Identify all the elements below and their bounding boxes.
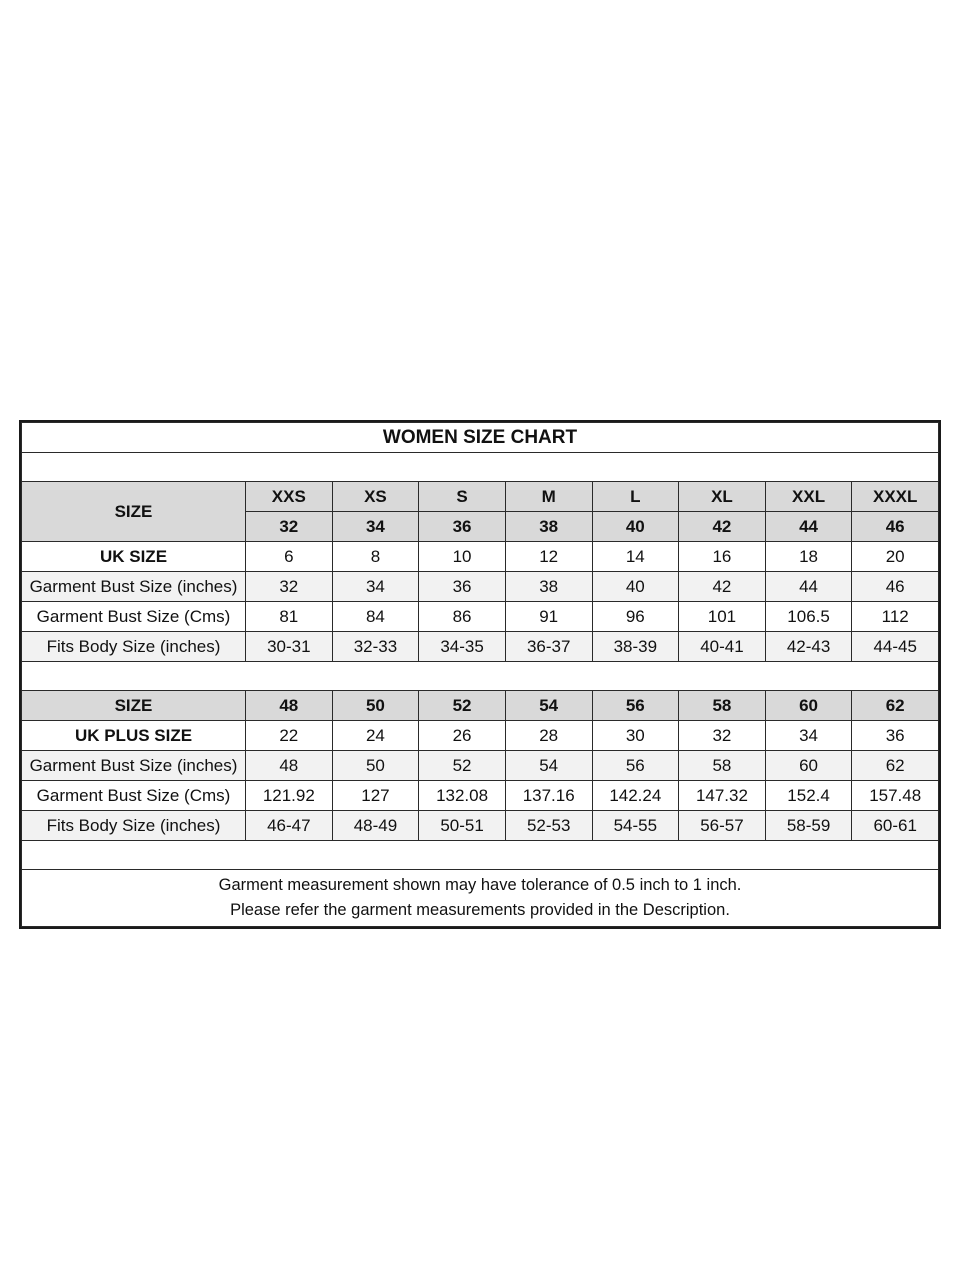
- table-row: [22, 572, 939, 602]
- row-label: UK PLUS SIZE: [22, 721, 246, 751]
- row-label: Garment Bust Size (Cms): [22, 602, 246, 632]
- numeric-size-cell: 46: [852, 512, 939, 542]
- table-cell: 34: [332, 572, 419, 602]
- row-label: UK SIZE: [22, 542, 246, 572]
- table-cell: 58: [679, 751, 766, 781]
- spacer-row: [22, 841, 939, 870]
- table-cell: 10: [419, 542, 506, 572]
- table-cell: 147.32: [679, 781, 766, 811]
- table-cell: 86: [419, 602, 506, 632]
- table-cell: 30: [592, 721, 679, 751]
- letter-size-cell: M: [505, 482, 592, 512]
- table-cell: 22: [246, 721, 333, 751]
- table-cell: 157.48: [852, 781, 939, 811]
- table-cell: 40-41: [679, 632, 766, 662]
- table-cell: 38-39: [592, 632, 679, 662]
- numeric-size-cell: 54: [505, 691, 592, 721]
- letter-size-cell: XL: [679, 482, 766, 512]
- table-cell: 46: [852, 572, 939, 602]
- row-label: Garment Bust Size (inches): [22, 751, 246, 781]
- letter-size-cell: XXL: [765, 482, 852, 512]
- table-cell: 14: [592, 542, 679, 572]
- table-cell: 58-59: [765, 811, 852, 841]
- table-cell: 50: [332, 751, 419, 781]
- numeric-size-cell: 48: [246, 691, 333, 721]
- table-cell: 48-49: [332, 811, 419, 841]
- table-cell: 91: [505, 602, 592, 632]
- table-cell: 84: [332, 602, 419, 632]
- table-cell: 137.16: [505, 781, 592, 811]
- numeric-size-cell: 52: [419, 691, 506, 721]
- table-cell: 60-61: [852, 811, 939, 841]
- numeric-size-cell: 62: [852, 691, 939, 721]
- table-cell: 101: [679, 602, 766, 632]
- table-cell: 142.24: [592, 781, 679, 811]
- table-cell: 32-33: [332, 632, 419, 662]
- table-cell: 54: [505, 751, 592, 781]
- table-cell: 32: [679, 721, 766, 751]
- numeric-size-cell: 40: [592, 512, 679, 542]
- table-cell: 20: [852, 542, 939, 572]
- numeric-size-cell: 38: [505, 512, 592, 542]
- table-cell: 42-43: [765, 632, 852, 662]
- table-cell: 16: [679, 542, 766, 572]
- row-label: Fits Body Size (inches): [22, 811, 246, 841]
- numeric-size-cell: 50: [332, 691, 419, 721]
- numeric-size-cell: 42: [679, 512, 766, 542]
- table-cell: 48: [246, 751, 333, 781]
- table-cell: 112: [852, 602, 939, 632]
- table-cell: 36-37: [505, 632, 592, 662]
- numeric-size-cell: 60: [765, 691, 852, 721]
- table-cell: 54-55: [592, 811, 679, 841]
- table-cell: 36: [852, 721, 939, 751]
- table-cell: 44-45: [852, 632, 939, 662]
- numeric-size-cell: 32: [246, 512, 333, 542]
- table-row: [22, 781, 939, 811]
- table-cell: 24: [332, 721, 419, 751]
- table-cell: 8: [332, 542, 419, 572]
- table-cell: 34-35: [419, 632, 506, 662]
- table-cell: 30-31: [246, 632, 333, 662]
- table-cell: 106.5: [765, 602, 852, 632]
- table-cell: 62: [852, 751, 939, 781]
- tolerance-note: Garment measurement shown may have tolerance of 0.5 inch to 1 inch.: [218, 876, 742, 894]
- table-cell: 56-57: [679, 811, 766, 841]
- table-cell: 121.92: [246, 781, 333, 811]
- table-cell: 132.08: [419, 781, 506, 811]
- spacer-row: [22, 453, 939, 482]
- numeric-size-cell: 34: [332, 512, 419, 542]
- numeric-size-cell: 44: [765, 512, 852, 542]
- numeric-size-cell: 58: [679, 691, 766, 721]
- size-chart-table: [21, 422, 939, 927]
- letter-size-cell: XS: [332, 482, 419, 512]
- table-cell: 34: [765, 721, 852, 751]
- table-cell: 18: [765, 542, 852, 572]
- letter-size-cell: L: [592, 482, 679, 512]
- table-row: [22, 632, 939, 662]
- size-header-label: SIZE: [22, 482, 246, 542]
- numeric-size-cell: 56: [592, 691, 679, 721]
- table-row: [22, 751, 939, 781]
- table-cell: 81: [246, 602, 333, 632]
- table-cell: 28: [505, 721, 592, 751]
- table-cell: 26: [419, 721, 506, 751]
- spacer-row: [22, 662, 939, 691]
- numeric-size-cell: 36: [419, 512, 506, 542]
- table-row: [22, 602, 939, 632]
- table-cell: 96: [592, 602, 679, 632]
- table-cell: 127: [332, 781, 419, 811]
- size-header-label: SIZE: [22, 691, 246, 721]
- table-row: [22, 542, 939, 572]
- table-cell: 52: [419, 751, 506, 781]
- table-cell: 40: [592, 572, 679, 602]
- table-row: [22, 721, 939, 751]
- table-cell: 38: [505, 572, 592, 602]
- size-chart: [19, 420, 941, 929]
- description-note: Please refer the garment measurements provided in the Description.: [230, 901, 730, 919]
- table-cell: 6: [246, 542, 333, 572]
- letter-size-cell: XXS: [246, 482, 333, 512]
- row-label: Garment Bust Size (inches): [22, 572, 246, 602]
- letter-size-cell: XXXL: [852, 482, 939, 512]
- table-cell: 32: [246, 572, 333, 602]
- row-label: Fits Body Size (inches): [22, 632, 246, 662]
- table-cell: 152.4: [765, 781, 852, 811]
- table-cell: 44: [765, 572, 852, 602]
- table-cell: 52-53: [505, 811, 592, 841]
- row-label: Garment Bust Size (Cms): [22, 781, 246, 811]
- notes-cell: [22, 870, 939, 927]
- table-row: [22, 811, 939, 841]
- table-cell: 50-51: [419, 811, 506, 841]
- table-cell: 36: [419, 572, 506, 602]
- table-cell: 60: [765, 751, 852, 781]
- table-cell: 12: [505, 542, 592, 572]
- table-cell: 56: [592, 751, 679, 781]
- table-cell: 46-47: [246, 811, 333, 841]
- table-cell: 42: [679, 572, 766, 602]
- chart-title: WOMEN SIZE CHART: [22, 423, 939, 453]
- letter-size-cell: S: [419, 482, 506, 512]
